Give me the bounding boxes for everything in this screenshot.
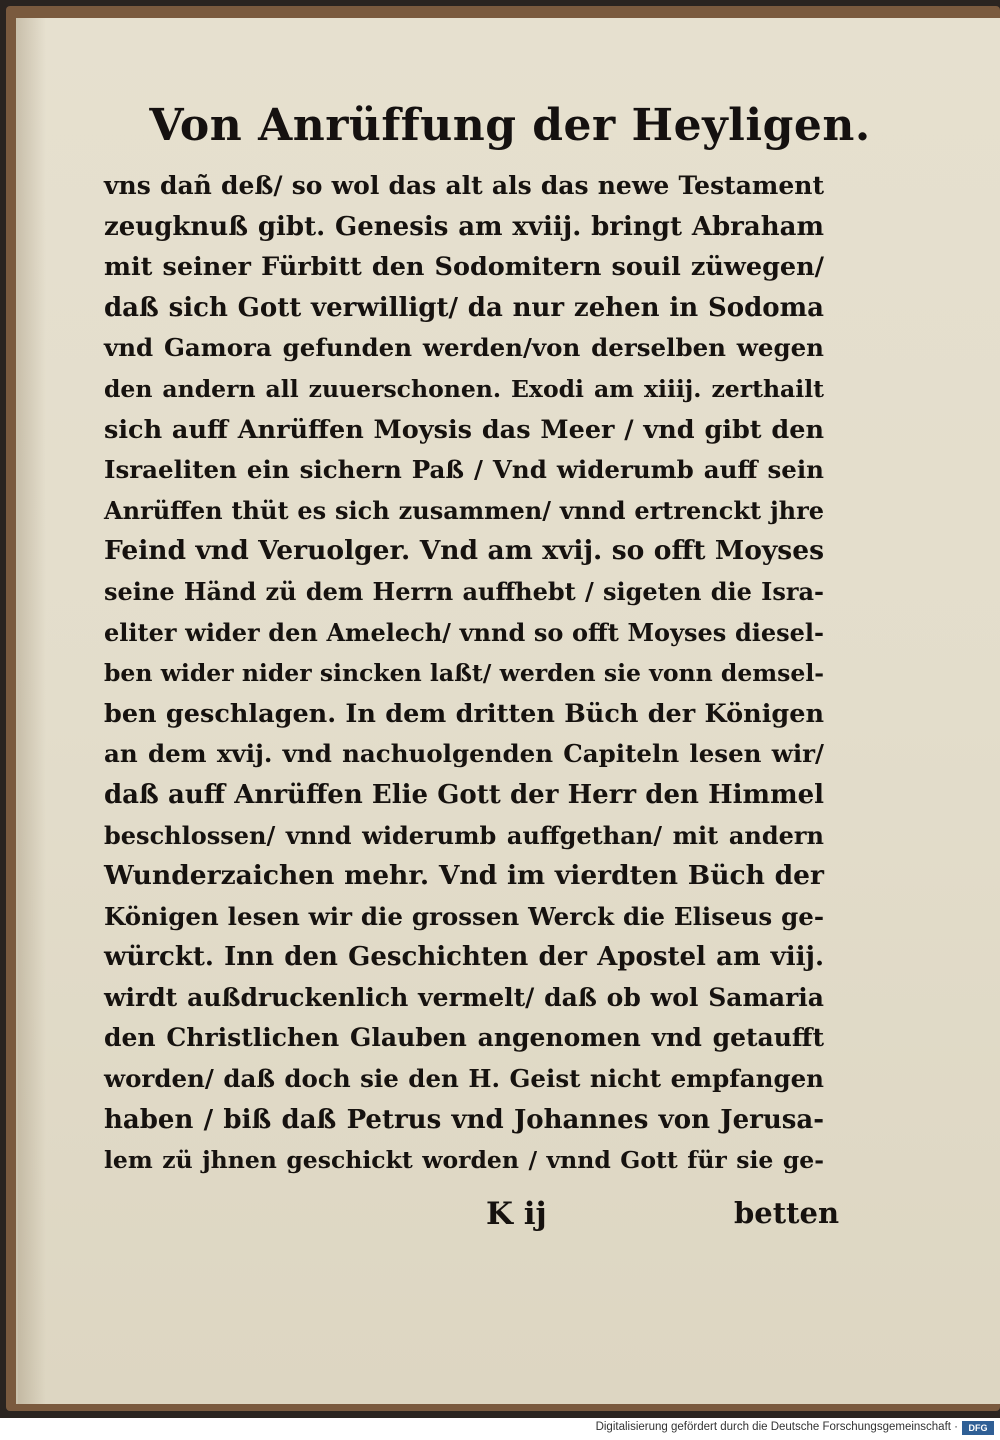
text-line: haben / biß daß Petrus vnd Johannes von Jerusa- [104, 1104, 824, 1135]
text-line: daß auff Anrüffen Elie Gott der Herr den Himmel [104, 779, 824, 810]
text-line: mit seiner Fürbitt den Sodomitern souil züwegen/ [104, 252, 824, 283]
text-line: worden/ daß doch sie den H. Geist nicht empfangen [104, 1064, 824, 1094]
text-line: an dem xvij. vnd nachuolgenden Capiteln lesen wir/ [104, 739, 824, 769]
text-line: ben geschlagen. In dem dritten Büch der Königen [104, 698, 824, 729]
text-line: sich auff Anrüffen Moysis das Meer / vnd gibt den [104, 414, 824, 445]
text-line: vnd Gamora gefunden werden/von derselben wegen [104, 333, 824, 363]
running-head: Von Anrüffung der Heyligen. [149, 100, 871, 151]
book-page [16, 18, 1000, 1404]
text-line: Feind vnd Veruolger. Vnd am xvij. so offt Moyses [104, 535, 824, 567]
text-line: Israeliten ein sichern Paß / Vnd widerumb auff sein [104, 455, 824, 485]
text-line: eliter wider den Amelech/ vnnd so offt Moyses diesel- [104, 617, 824, 647]
text-line: zeugknuß gibt. Genesis am xviij. bringt Abraham [104, 211, 824, 242]
footer-bar [0, 1418, 1000, 1440]
text-line: wirdt außdruckenlich vermelt/ daß ob wol Samaria [104, 982, 824, 1012]
text-line: Wunderzaichen mehr. Vnd im vierdten Büch der [104, 860, 824, 892]
signature-mark: K ij [486, 1196, 547, 1232]
text-line: vns dañ deß/ so wol das alt als das newe Testament [104, 171, 824, 200]
body-text [104, 166, 824, 1181]
text-line: den andern all zuuerschonen. Exodi am xiiij. zerthailt [104, 374, 824, 403]
text-line: Königen lesen wir die grossen Werck die Eliseus ge- [104, 901, 824, 931]
text-line: würckt. Inn den Geschichten der Apostel am viij. [104, 942, 824, 973]
text-line: lem zü jhnen geschickt worden / vnnd Gott für sie ge- [104, 1146, 824, 1175]
funding-note: Digitalisierung gefördert durch die Deutsche Forschungsgemeinschaft · [595, 1421, 958, 1433]
text-line: seine Händ zü dem Herrn auffhebt / sigeten die Isra- [104, 576, 824, 606]
text-line: den Christlichen Glauben angenomen vnd getaufft [104, 1023, 824, 1053]
text-line: Anrüffen thüt es sich zusammen/ vnnd ertrenckt jhre [104, 495, 824, 525]
dfg-logo: DFG [962, 1421, 994, 1435]
text-line: beschlossen/ vnnd widerumb auffgethan/ mit andern [104, 820, 824, 850]
catchword: betten [734, 1196, 840, 1230]
text-line: ben wider nider sincken laßt/ werden sie vonn demsel- [104, 659, 824, 688]
text-line: daß sich Gott verwilligt/ da nur zehen in Sodoma [104, 292, 824, 323]
